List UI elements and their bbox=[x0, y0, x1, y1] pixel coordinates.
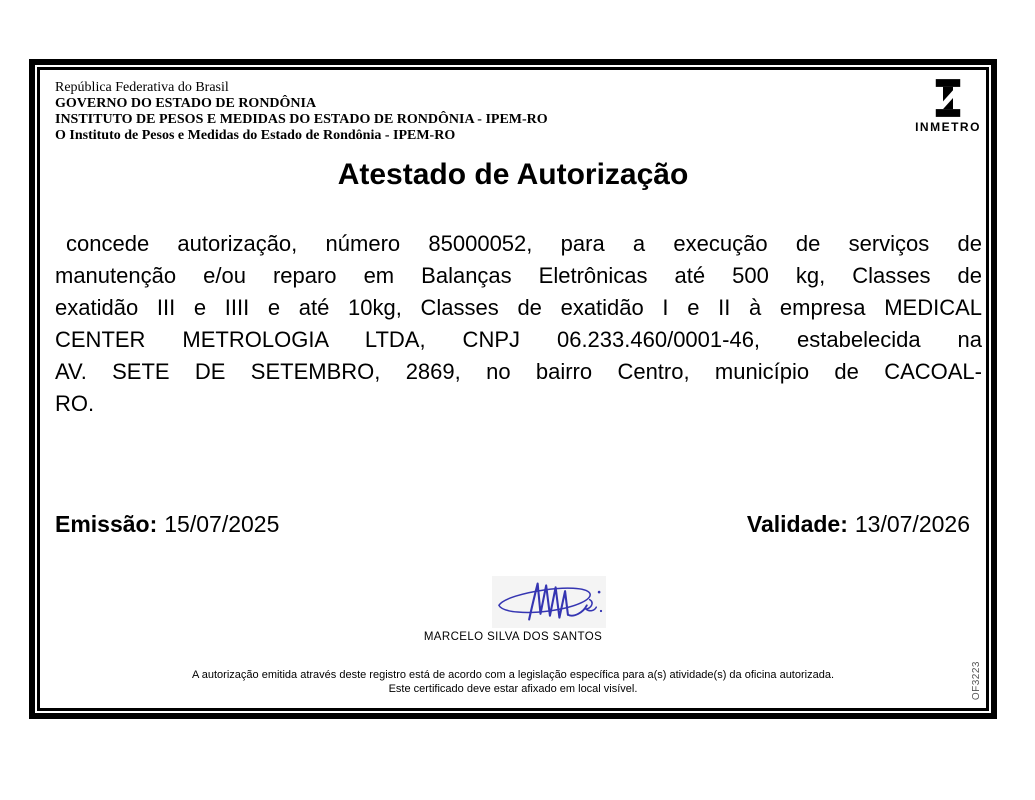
footer-notes bbox=[40, 668, 986, 696]
header-line-institute-sub: O Instituto de Pesos e Medidas do Estado de Rondônia - IPEM-RO bbox=[55, 128, 456, 143]
body-paragraph bbox=[55, 228, 982, 420]
header-block bbox=[55, 80, 548, 144]
validity-label: Validade: bbox=[746, 511, 848, 537]
header-line-government: GOVERNO DO ESTADO DE RONDÔNIA bbox=[55, 96, 317, 111]
page-title: Atestado de Autorização bbox=[337, 158, 689, 191]
body-line: manutenção e/ou reparo em Balanças Eletrônicas até 500 kg, Classes de bbox=[55, 263, 982, 288]
footer-note-line2: Este certificado deve estar afixado em local visível. bbox=[388, 683, 638, 695]
emission-label: Emissão: bbox=[55, 511, 158, 537]
body-line: RO. bbox=[55, 391, 95, 416]
signer-name: MARCELO SILVA DOS SANTOS bbox=[423, 631, 603, 643]
certificate-inner-frame bbox=[37, 67, 989, 711]
certificate-frame bbox=[29, 59, 997, 719]
body-line: concede autorização, número 85000052, para a execução de serviços de bbox=[66, 231, 982, 256]
emission-field bbox=[55, 511, 279, 538]
body-line: CENTER METROLOGIA LTDA, CNPJ 06.233.460/0001-46, estabelecida na bbox=[55, 327, 982, 352]
signature-image bbox=[492, 576, 606, 628]
body-line: exatidão III e IIII e até 10kg, Classes de exatidão I e II à empresa MEDICAL bbox=[55, 295, 982, 320]
footer-note-line1: A autorização emitida através deste registro está de acordo com a legislação específica para a(s) atividade(s) da oficina autorizada. bbox=[191, 669, 834, 681]
validity-value: 13/07/2026 bbox=[854, 511, 970, 537]
form-code: OF3223 bbox=[971, 660, 982, 700]
inmetro-label: INMETRO bbox=[915, 120, 981, 134]
inmetro-icon bbox=[930, 78, 966, 118]
header-line-institute: INSTITUTO DE PESOS E MEDIDAS DO ESTADO DE RONDÔNIA - IPEM-RO bbox=[55, 112, 548, 127]
emission-value: 15/07/2025 bbox=[164, 511, 280, 537]
dates-row bbox=[55, 511, 970, 538]
signature-scribble-icon bbox=[492, 576, 606, 628]
validity-field bbox=[747, 511, 970, 538]
body-line: AV. SETE DE SETEMBRO, 2869, no bairro Centro, município de CACOAL- bbox=[55, 359, 982, 384]
inmetro-logo bbox=[888, 78, 1008, 134]
header-line-republic: República Federativa do Brasil bbox=[55, 80, 229, 95]
